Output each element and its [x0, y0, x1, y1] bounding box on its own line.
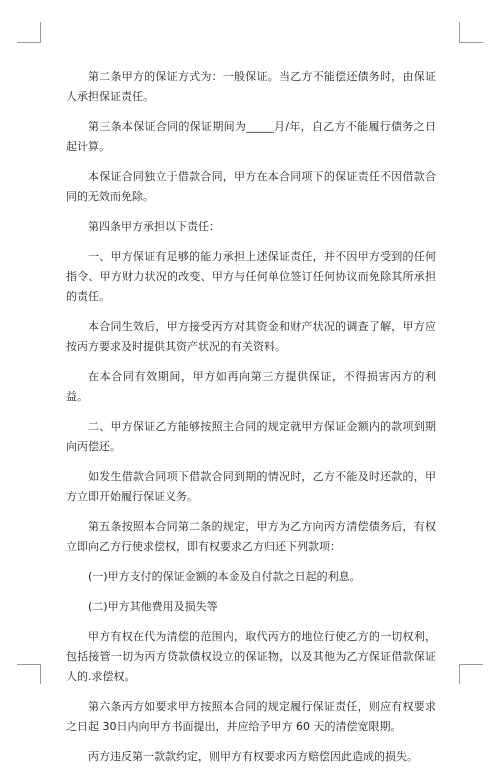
crop-mark-top-right — [459, 42, 483, 43]
crop-mark-bottom-right — [459, 664, 460, 684]
article-6-paragraph: 第六条丙方如要求甲方按照本合同的规定履行保证责任，则应有权要求之日起 30日内向甲方书面提出，并应给予甲方 60 天的清偿宽限期。 — [66, 700, 436, 733]
crop-mark-bottom-left — [17, 664, 41, 665]
article-5-item-2: (二)甲方其他费用及损失等 — [88, 600, 218, 613]
crop-mark-top-left — [17, 42, 41, 43]
article-4-item-2: 二、甲方保证乙方能够按照主合同的规定就甲方保证金额内的款项到期向丙偿还。 — [66, 420, 436, 453]
article-4-item-1: 一、甲方保证有足够的能力承担上述保证责任，并不因甲方受到的任何指令、甲方财力状况的改变、甲方与任何单位签订任何协议而免除其所承担的责任。 — [66, 250, 436, 303]
article-3-paragraph: 第三条本保证合同的保证期间为_____月/年，自乙方不能履行债务之日起计算。 — [66, 120, 436, 153]
crop-mark-top-left — [40, 22, 41, 42]
article-4-heading: 第四条甲方承担以下责任： — [88, 220, 220, 233]
crop-mark-bottom-right — [459, 664, 483, 665]
article-5-paragraph: 第五条按照本合同第二条的规定，甲方为乙方向丙方清偿债务后，有权立即向乙方行使求偿权，即有权要求乙方归还下列款项： — [66, 520, 436, 553]
subrogation-paragraph: 甲方有权在代为清偿的范围内，取代丙方的地位行使乙方的一切权利，包括接管一切为丙方贷款债权设立的保证物，以及其他为乙方保证借款保证人的.求偿权。 — [66, 630, 436, 683]
independence-paragraph: 本保证合同独立于借款合同，甲方在本合同项下的保证责任不因借款合同的无效而免除。 — [66, 170, 436, 203]
crop-mark-bottom-left — [40, 664, 41, 684]
breach-paragraph: 丙方违反第一款款约定，则甲方有权要求丙方赔偿因此造成的损失。 — [88, 750, 418, 763]
crop-mark-top-right — [459, 22, 460, 42]
default-paragraph: 如发生借款合同项下借款合同到期的情况时，乙方不能及时还款的，甲方立即开始履行保证义务。 — [66, 470, 436, 503]
article-5-item-1: (一)甲方支付的保证金额的本金及自付款之日起的利息。 — [88, 570, 361, 583]
investigation-paragraph: 本合同生效后，甲方接受丙方对其资金和财产状况的调查了解，甲方应按丙方要求及时提供其资产状况的有关资料。 — [66, 320, 436, 353]
document-body — [66, 67, 436, 777]
third-party-guarantee-paragraph: 在本合同有效期间，甲方如再向第三方提供保证，不得损害丙方的利益。 — [66, 370, 436, 403]
article-2-paragraph: 第二条甲方的保证方式为：一般保证。当乙方不能偿还债务时，由保证人承担保证责任。 — [66, 70, 436, 103]
